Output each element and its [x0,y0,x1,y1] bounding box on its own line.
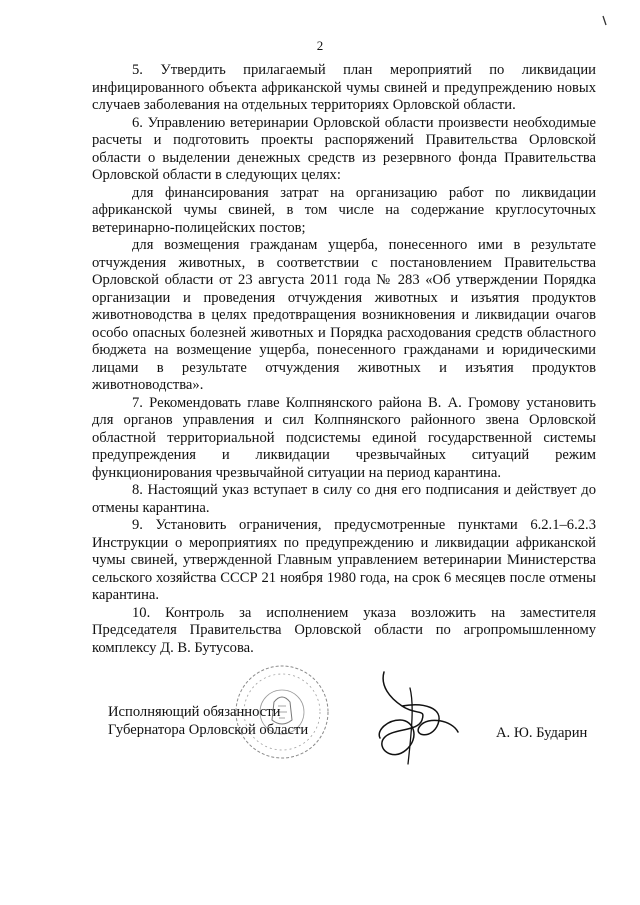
handwritten-signature [362,668,462,768]
signatory-name: А. Ю. Бударин [496,725,588,741]
paragraph-6-item-1: для финансирования затрат на организацию работ по ликвидации африканской чумы свиней, в том числе на содержание круглосуточных ветеринарно-полицейских постов; [92,184,596,236]
document-body [92,62,596,657]
paragraph-10: 10. Контроль за исполнением указа возложить на заместителя Председателя Правительства Орловской области по агропромышленному комплексу Д. В. Бутусова. [92,604,596,656]
signatory-title-line2: Губернатора Орловской области [108,722,309,738]
paragraph-5: 5. Утвердить прилагаемый план мероприятий по ликвидации инфицированного объекта африканской чумы свиней и предупреждению новых случаев заболевания на отдельных территориях Орловской области. [92,62,596,113]
page-number: 2 [316,38,324,53]
signatory-title-line1: Исполняющий обязанности [108,704,281,720]
paragraph-8: 8. Настоящий указ вступает в силу со дня его подписания и действует до отмены карантина. [92,482,596,516]
paragraph-9: 9. Установить ограничения, предусмотренные пунктами 6.2.1–6.2.3 Инструкции о мероприятиях по предупреждению и ликвидации африканской чумы свиней, утвержденной Главным управлением ветеринарии Министерства сельского хозяйства СССР 21 ноября 1980 года, на срок 6 месяцев после отмены карантина. [92,517,596,603]
scan-mark [601,14,609,28]
paragraph-6: 6. Управлению ветеринарии Орловской области произвести необходимые расчеты и подготовить проекты распоряжений Правительства Орловской области о выделении денежных средств из резервного фонда Правительства Орловской области в следующих целях: [92,114,596,183]
signatory-title [108,703,308,739]
paragraph-7: 7. Рекомендовать главе Колпнянского района В. А. Громову установить для органов управления и сил Колпнянского районного звена Орловской областной территориальной подсистемы единой государственной системы предупреждения и ликвидации чрезвычайных ситуаций режим функционирования чрезвычайной ситуации на период карантина. [92,394,596,481]
paragraph-6-item-2: для возмещения гражданам ущерба, понесенного ими в результате отчуждения животных, в соответствии с постановлением Правительства Орловской области от 23 августа 2011 года № 283 «Об утверждении Порядка организации и проведения отчуждения животных и изъятия продуктов животноводства в целях предотвращения возникновения и ликвидации очагов особо опасных болезней животных и Порядка расходования средств областного бюджета на возмещение ущерба, понесенного гражданами и юридическими лицами в результате отчуждения животных и изъятия продуктов животноводства». [92,237,596,393]
